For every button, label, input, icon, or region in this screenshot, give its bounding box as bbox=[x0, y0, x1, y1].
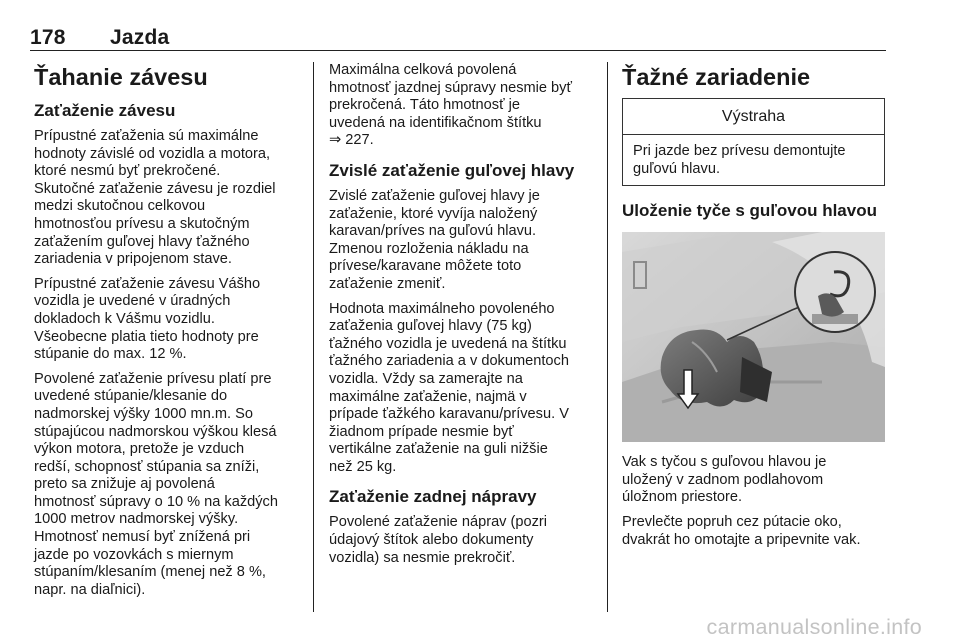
paragraph: Povolené zaťaženie prívesu platí pre uvedené stúpanie/klesanie do nadmorskej výšky 1000 mn.m. So stúpajúcou nadmorskou výškou klesá výkon motora, pretože je vzduch redší, schopnosť stúpania sa zníži, preto sa znižuje aj povolená hmotnosť súpravy o 10 % na každých 1000 metrov nadmorskej výšky. Hmotnosť nemusí byť znížená pri jazde po vozovkách s miernym stúpaním/klesaním (menej než 8 %, napr. na diaľnici). bbox=[34, 370, 278, 598]
subsection-title: Zaťaženie zadnej nápravy bbox=[329, 487, 537, 507]
warning-text: Pri jazde bez prívesu demontujte guľovú hlavu. bbox=[633, 143, 846, 177]
warning-title: Výstraha bbox=[623, 99, 884, 135]
paragraph: Maximálna celková povolená hmotnosť jazdnej súpravy nesmie byť prekročená. Táto hmotnosť je uvedená na identifikačnom štítku ⇒ 227. bbox=[329, 62, 572, 149]
page-number: 178 bbox=[30, 26, 66, 49]
paragraph: Prípustné zaťaženie závesu Vášho vozidla je uvedené v úradných dokladoch k Vášmu vozidlu. Všeobecne platia tieto hodnoty pre stúpanie do max. 12 %. bbox=[34, 275, 261, 363]
column-1 bbox=[34, 62, 296, 606]
paragraph: Prevlečte popruh cez pútacie oko, dvakrát ho omotajte a pripevnite vak. bbox=[622, 513, 861, 548]
chapter-title: Ťahanie závesu bbox=[34, 64, 208, 90]
column-2 bbox=[329, 62, 597, 574]
subsection-title: Zaťaženie závesu bbox=[34, 101, 176, 120]
paragraph: Hodnota maximálneho povoleného zaťaženia guľovej hlavy (75 kg) ťažného vozidla je uvedená na štítku ťažného zariadenia a v dokumentoch vozidla. Vždy sa zamerajte na maximálne zaťaženie, najmä v prípade ťažkého karavanu/prívesu. V žiadnom prípade nesmie byť vertikálne zaťaženie na guli nižšie než 25 kg. bbox=[329, 300, 569, 475]
paragraph: Zvislé zaťaženie guľovej hlavy je zaťaženie, ktoré vyvíja naložený karavan/príves na guľovú hlavu. Zmenou rozloženia nákladu na prívese/karavane môžete toto zaťaženie zmeniť. bbox=[329, 187, 540, 292]
warning-box bbox=[622, 98, 885, 186]
column-divider bbox=[313, 62, 314, 612]
column-3 bbox=[622, 62, 885, 556]
subsection-title: Uloženie tyče s guľovou hlavou bbox=[622, 201, 877, 221]
column-divider bbox=[607, 62, 608, 612]
paragraph: Prípustné zaťaženia sú maximálne hodnoty závislé od vozidla a motora, ktoré nesmú byť prekročené. Skutočné zaťaženie závesu je rozdiel medzi skutočnou celkovou hmotnosťou prívesu a skutočným zaťažením guľovej hlavy ťažného zariadenia v pripojenom stave. bbox=[34, 128, 276, 268]
header-rule bbox=[30, 50, 886, 51]
chapter-title: Ťažné zariadenie bbox=[622, 64, 811, 90]
watermark: carmanualsonline.info bbox=[706, 615, 922, 639]
paragraph: Vak s tyčou s guľovou hlavou je uložený v zadnom podlahovom úložnom priestore. bbox=[622, 454, 827, 506]
page-header bbox=[30, 26, 169, 50]
subsection-title: Zvislé zaťaženie guľovej hlavy bbox=[329, 160, 575, 180]
warning-body bbox=[623, 135, 884, 185]
towbar-storage-illustration bbox=[622, 232, 885, 442]
paragraph: Povolené zaťaženie náprav (pozri údajový štítok alebo dokumenty vozidla) sa nesmie prekročiť. bbox=[329, 514, 548, 566]
section-title: Jazda bbox=[110, 26, 170, 49]
